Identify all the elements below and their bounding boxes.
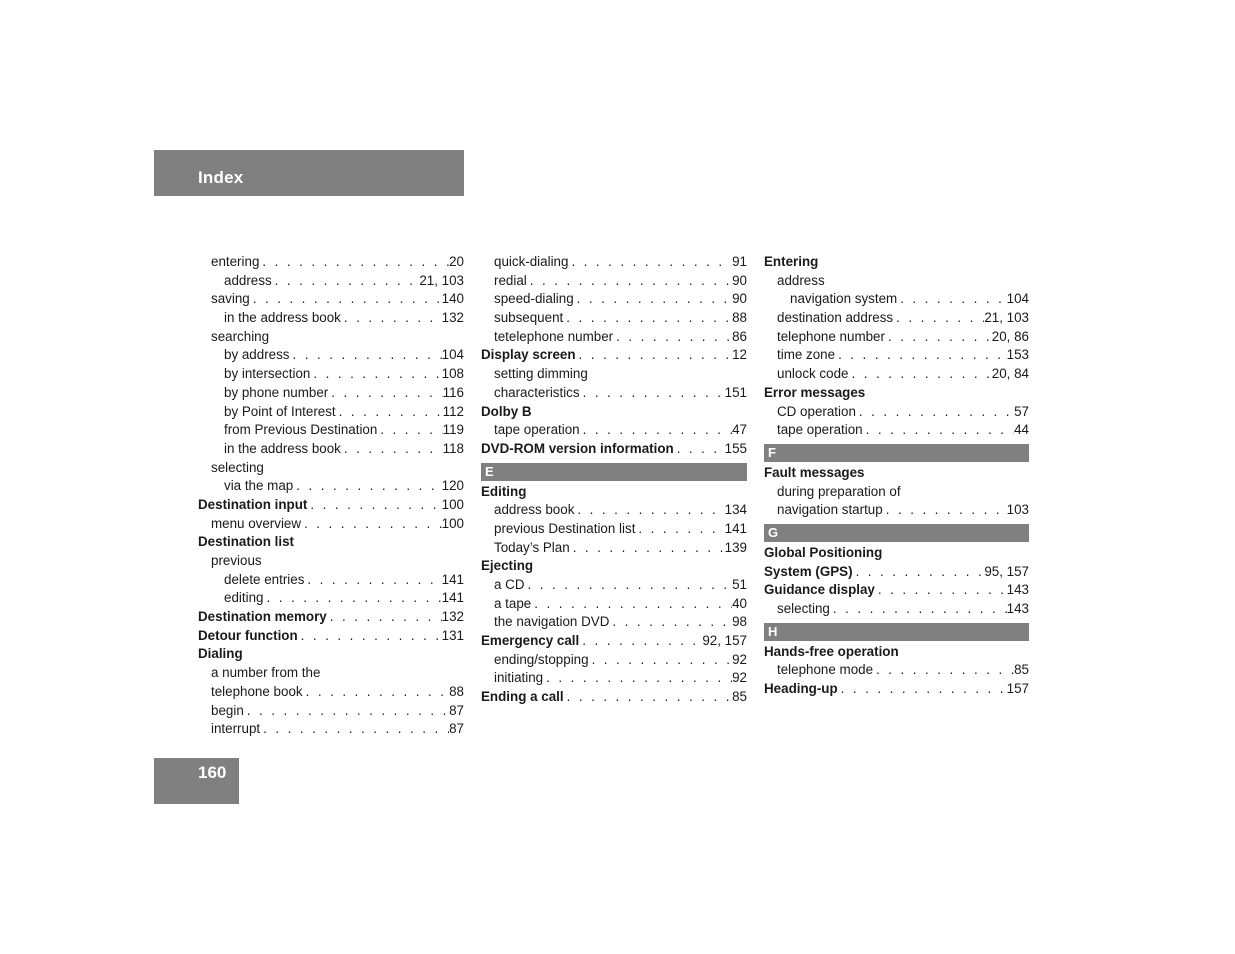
dot-leader	[303, 683, 450, 702]
index-page-reference: 90	[732, 291, 747, 307]
index-term: DVD-ROM version information	[481, 440, 674, 456]
index-term: tape operation	[777, 422, 863, 438]
dot-leader	[377, 421, 442, 440]
dot-leader	[250, 290, 442, 309]
index-entry	[481, 440, 747, 459]
index-page-reference: 95, 157	[984, 563, 1029, 579]
index-term: Entering	[764, 254, 819, 269]
index-entry	[481, 576, 747, 595]
index-entry	[198, 589, 464, 608]
index-entry	[764, 501, 1029, 520]
section-header-letter: E	[481, 463, 747, 481]
index-entry	[764, 680, 1029, 699]
index-page-reference: 12	[732, 347, 747, 363]
index-entry	[198, 571, 464, 590]
index-term: Dolby B	[481, 403, 532, 419]
index-entry	[481, 501, 747, 520]
index-term: in the address book	[224, 440, 341, 456]
index-page-reference: 21, 103	[984, 310, 1029, 326]
index-entry	[198, 403, 464, 422]
dot-leader	[563, 309, 732, 328]
dot-leader	[564, 688, 733, 707]
index-term: Ending a call	[481, 689, 564, 705]
dot-leader	[341, 440, 443, 459]
dot-leader	[674, 440, 725, 459]
index-term: Destination memory	[198, 609, 327, 625]
index-entry	[198, 365, 464, 384]
index-entry	[481, 669, 747, 688]
index-entry	[764, 464, 1029, 483]
index-entry	[481, 384, 747, 403]
dot-leader	[259, 253, 449, 272]
dot-leader	[635, 520, 724, 539]
index-term: by address	[224, 347, 290, 363]
index-entry	[198, 253, 464, 272]
index-term: by Point of Interest	[224, 403, 336, 419]
dot-leader	[336, 403, 443, 422]
index-entry	[764, 272, 1029, 291]
dot-leader	[613, 328, 732, 347]
index-term: saving	[211, 291, 250, 307]
index-page-reference: 151	[724, 384, 747, 400]
index-entry	[764, 563, 1029, 582]
index-entry	[198, 477, 464, 496]
dot-leader	[576, 346, 733, 365]
index-page-reference: 91	[732, 254, 747, 269]
index-entry	[198, 664, 464, 683]
index-entry	[764, 403, 1029, 422]
index-term: telephone book	[211, 683, 303, 699]
dot-leader	[883, 501, 1007, 520]
index-page-reference: 57	[1014, 403, 1029, 419]
dot-leader	[307, 496, 441, 515]
index-entry	[198, 309, 464, 328]
dot-leader	[589, 651, 733, 670]
index-entry	[764, 309, 1029, 328]
dot-leader	[570, 539, 725, 558]
dot-leader	[293, 477, 441, 496]
index-page-reference: 141	[441, 571, 464, 587]
index-page-reference: 153	[1006, 347, 1029, 363]
index-entry	[198, 533, 464, 552]
index-entry	[198, 496, 464, 515]
index-term: CD operation	[777, 403, 856, 419]
section-header-letter: G	[764, 524, 1029, 542]
index-term: Today’s Plan	[494, 539, 570, 555]
index-term: selecting	[777, 601, 830, 616]
dot-leader	[863, 421, 1014, 440]
index-page-reference: 118	[442, 440, 464, 456]
dot-leader	[579, 632, 702, 651]
index-entry	[481, 688, 747, 707]
dot-leader	[574, 501, 724, 520]
index-term: Hands-free operation	[764, 643, 899, 659]
index-term: Detour function	[198, 627, 298, 643]
index-entry	[764, 643, 1029, 662]
index-page-reference: 155	[724, 440, 747, 456]
index-term: a CD	[494, 577, 525, 592]
dot-leader	[272, 272, 420, 291]
index-term: Global Positioning	[764, 544, 883, 560]
index-page-reference: 132	[441, 609, 464, 625]
dot-leader	[543, 669, 732, 688]
index-entry	[481, 309, 747, 328]
dot-leader	[527, 272, 732, 291]
index-term: Error messages	[764, 384, 866, 400]
index-entry	[481, 421, 747, 440]
index-entry	[198, 290, 464, 309]
index-entry	[198, 702, 464, 721]
index-entry	[198, 683, 464, 702]
index-page-reference: 119	[442, 422, 464, 438]
dot-leader	[835, 346, 1007, 365]
index-term: destination address	[777, 310, 894, 326]
index-entry	[481, 557, 747, 576]
index-page-reference: 112	[442, 403, 464, 419]
index-term: characteristics	[494, 384, 580, 400]
index-term: editing	[224, 590, 264, 606]
dot-leader	[580, 421, 732, 440]
index-term: Destination list	[198, 534, 294, 550]
index-term: quick-dialing	[494, 254, 569, 269]
dot-leader	[609, 613, 732, 632]
index-column-2	[481, 253, 747, 707]
index-page-reference: 134	[724, 502, 747, 518]
index-term: Display screen	[481, 347, 576, 363]
index-page-reference: 85	[732, 689, 747, 705]
dot-leader	[310, 365, 441, 384]
index-page-reference: 140	[441, 291, 464, 307]
index-term: in the address book	[224, 310, 341, 326]
index-entry	[481, 520, 747, 539]
index-entry	[198, 440, 464, 459]
index-entry	[764, 661, 1029, 680]
index-term: delete entries	[224, 571, 305, 587]
index-page-reference: 92	[732, 670, 747, 686]
dot-leader	[525, 576, 733, 595]
index-entry	[481, 365, 747, 384]
index-term: Heading-up	[764, 681, 838, 697]
dot-leader	[893, 309, 984, 328]
index-term: speed-dialing	[494, 291, 574, 307]
index-entry	[764, 328, 1029, 347]
index-term: tape operation	[494, 422, 580, 438]
index-page-reference: 157	[1006, 681, 1029, 697]
index-page-reference: 141	[724, 520, 747, 536]
index-page-reference: 92, 157	[702, 633, 747, 649]
index-page-reference: 85	[1014, 662, 1029, 678]
index-term: during preparation of	[777, 483, 901, 499]
index-term: navigation system	[790, 291, 898, 307]
index-entry	[764, 253, 1029, 272]
index-entry	[198, 608, 464, 627]
index-entry	[481, 595, 747, 614]
index-term: begin	[211, 702, 244, 718]
index-page-reference: 20	[449, 254, 464, 269]
dot-leader	[897, 290, 1006, 309]
index-page-reference: 51	[732, 577, 747, 592]
index-term: menu overview	[211, 515, 302, 531]
index-page-reference: 40	[732, 595, 747, 611]
index-term: a tape	[494, 595, 532, 611]
index-term: unlock code	[777, 366, 849, 382]
dot-leader	[873, 661, 1014, 680]
dot-leader	[328, 384, 442, 403]
dot-leader	[830, 600, 1007, 619]
index-term: via the map	[224, 478, 294, 494]
dot-leader	[856, 403, 1014, 422]
index-page-reference: 20, 84	[991, 366, 1029, 382]
index-page-reference: 21, 103	[419, 272, 464, 288]
dot-leader	[263, 589, 441, 608]
dot-leader	[301, 515, 442, 534]
index-page-reference: 87	[449, 702, 464, 718]
dot-leader	[298, 627, 442, 646]
dot-leader	[885, 328, 992, 347]
index-term: Fault messages	[764, 464, 865, 480]
index-entry	[198, 421, 464, 440]
index-entry	[764, 600, 1029, 619]
index-term: telephone mode	[777, 662, 874, 678]
index-entry	[198, 346, 464, 365]
index-entry	[198, 459, 464, 478]
index-page-reference: 100	[441, 496, 464, 512]
index-term: searching	[211, 328, 270, 344]
index-page-reference: 143	[1006, 601, 1029, 616]
index-page-reference: 139	[724, 539, 747, 555]
index-page-reference: 120	[441, 478, 464, 494]
index-term: Editing	[481, 483, 527, 499]
dot-leader	[531, 595, 732, 614]
index-term: by intersection	[224, 366, 311, 382]
dot-leader	[327, 608, 442, 627]
index-entry	[764, 421, 1029, 440]
index-page-reference: 88	[732, 310, 747, 326]
section-header-letter: F	[764, 444, 1029, 462]
index-entry	[198, 552, 464, 571]
dot-leader	[568, 253, 732, 272]
index-term: initiating	[494, 670, 544, 686]
dot-leader	[304, 571, 441, 590]
index-page-reference: 87	[449, 721, 464, 737]
index-term: the navigation DVD	[494, 614, 610, 630]
index-term: a number from the	[211, 665, 321, 681]
index-term: address book	[494, 502, 575, 518]
index-page-reference: 88	[449, 683, 464, 699]
index-term: Ejecting	[481, 558, 534, 574]
dot-leader	[290, 346, 442, 365]
index-term: ending/stopping	[494, 651, 589, 667]
index-column-1	[198, 253, 464, 739]
index-page-reference: 104	[1006, 291, 1029, 307]
index-page-reference: 141	[441, 590, 464, 606]
index-entry	[764, 544, 1029, 563]
dot-leader	[875, 581, 1007, 600]
section-header-letter: H	[764, 623, 1029, 641]
index-entry	[198, 627, 464, 646]
index-entry	[764, 346, 1029, 365]
index-entry	[481, 632, 747, 651]
index-term: tetelephone number	[494, 328, 614, 344]
index-page-reference: 20, 86	[991, 328, 1029, 344]
index-term: previous Destination list	[494, 520, 636, 536]
index-entry	[198, 384, 464, 403]
page-number-tab	[154, 758, 239, 804]
index-page-reference: 103	[1006, 502, 1029, 518]
index-page-reference: 132	[441, 310, 464, 326]
index-term: address	[777, 272, 825, 288]
index-term: by phone number	[224, 384, 329, 400]
index-page-reference: 92	[732, 651, 747, 667]
index-entry	[198, 515, 464, 534]
index-term: from Previous Destination	[224, 422, 378, 438]
index-page-reference: 108	[441, 366, 464, 382]
index-entry	[481, 346, 747, 365]
index-page-reference: 90	[732, 272, 747, 288]
index-page-reference: 104	[441, 347, 464, 363]
dot-leader	[838, 680, 1007, 699]
index-entry	[764, 365, 1029, 384]
index-entry	[481, 613, 747, 632]
index-term: Emergency call	[481, 633, 580, 649]
dot-leader	[260, 720, 449, 739]
index-term: previous	[211, 553, 262, 568]
index-header-tab	[154, 150, 464, 196]
dot-leader	[244, 702, 449, 721]
index-page-reference: 131	[441, 627, 464, 643]
index-page-reference: 116	[442, 384, 464, 400]
index-term: navigation startup	[777, 502, 883, 518]
index-column-3	[764, 253, 1029, 699]
index-term: Dialing	[198, 646, 243, 662]
index-entry	[198, 272, 464, 291]
index-entry	[198, 645, 464, 664]
index-term: Destination input	[198, 496, 308, 512]
index-term: entering	[211, 254, 260, 269]
dot-leader	[580, 384, 725, 403]
index-term: time zone	[777, 347, 836, 363]
index-term: address	[224, 272, 272, 288]
dot-leader	[341, 309, 442, 328]
index-term: setting dimming	[494, 366, 588, 382]
index-term: redial	[494, 272, 527, 288]
index-page-reference: 143	[1006, 582, 1029, 598]
index-entry	[481, 403, 747, 422]
index-entry	[481, 651, 747, 670]
dot-leader	[574, 290, 732, 309]
index-entry	[198, 720, 464, 739]
index-entry	[764, 290, 1029, 309]
index-entry	[764, 483, 1029, 502]
index-term: System (GPS)	[764, 563, 853, 579]
index-entry	[481, 483, 747, 502]
index-term: telephone number	[777, 328, 885, 344]
index-entry	[198, 328, 464, 347]
index-entry	[481, 272, 747, 291]
page-title: Index	[198, 168, 244, 187]
index-page-reference: 47	[732, 422, 747, 438]
index-term: subsequent	[494, 310, 564, 326]
index-term: selecting	[211, 459, 264, 475]
index-entry	[481, 328, 747, 347]
page-number: 160	[198, 763, 227, 782]
index-page-reference: 100	[441, 515, 464, 531]
index-entry	[481, 290, 747, 309]
index-entry	[764, 384, 1029, 403]
dot-leader	[848, 365, 991, 384]
index-term: interrupt	[211, 721, 261, 737]
dot-leader	[853, 563, 985, 582]
index-entry	[481, 253, 747, 272]
index-entry	[481, 539, 747, 558]
index-page-reference: 98	[732, 614, 747, 630]
index-page-reference: 44	[1014, 422, 1029, 438]
index-page-reference: 86	[732, 328, 747, 344]
index-entry	[764, 581, 1029, 600]
index-term: Guidance display	[764, 582, 875, 598]
